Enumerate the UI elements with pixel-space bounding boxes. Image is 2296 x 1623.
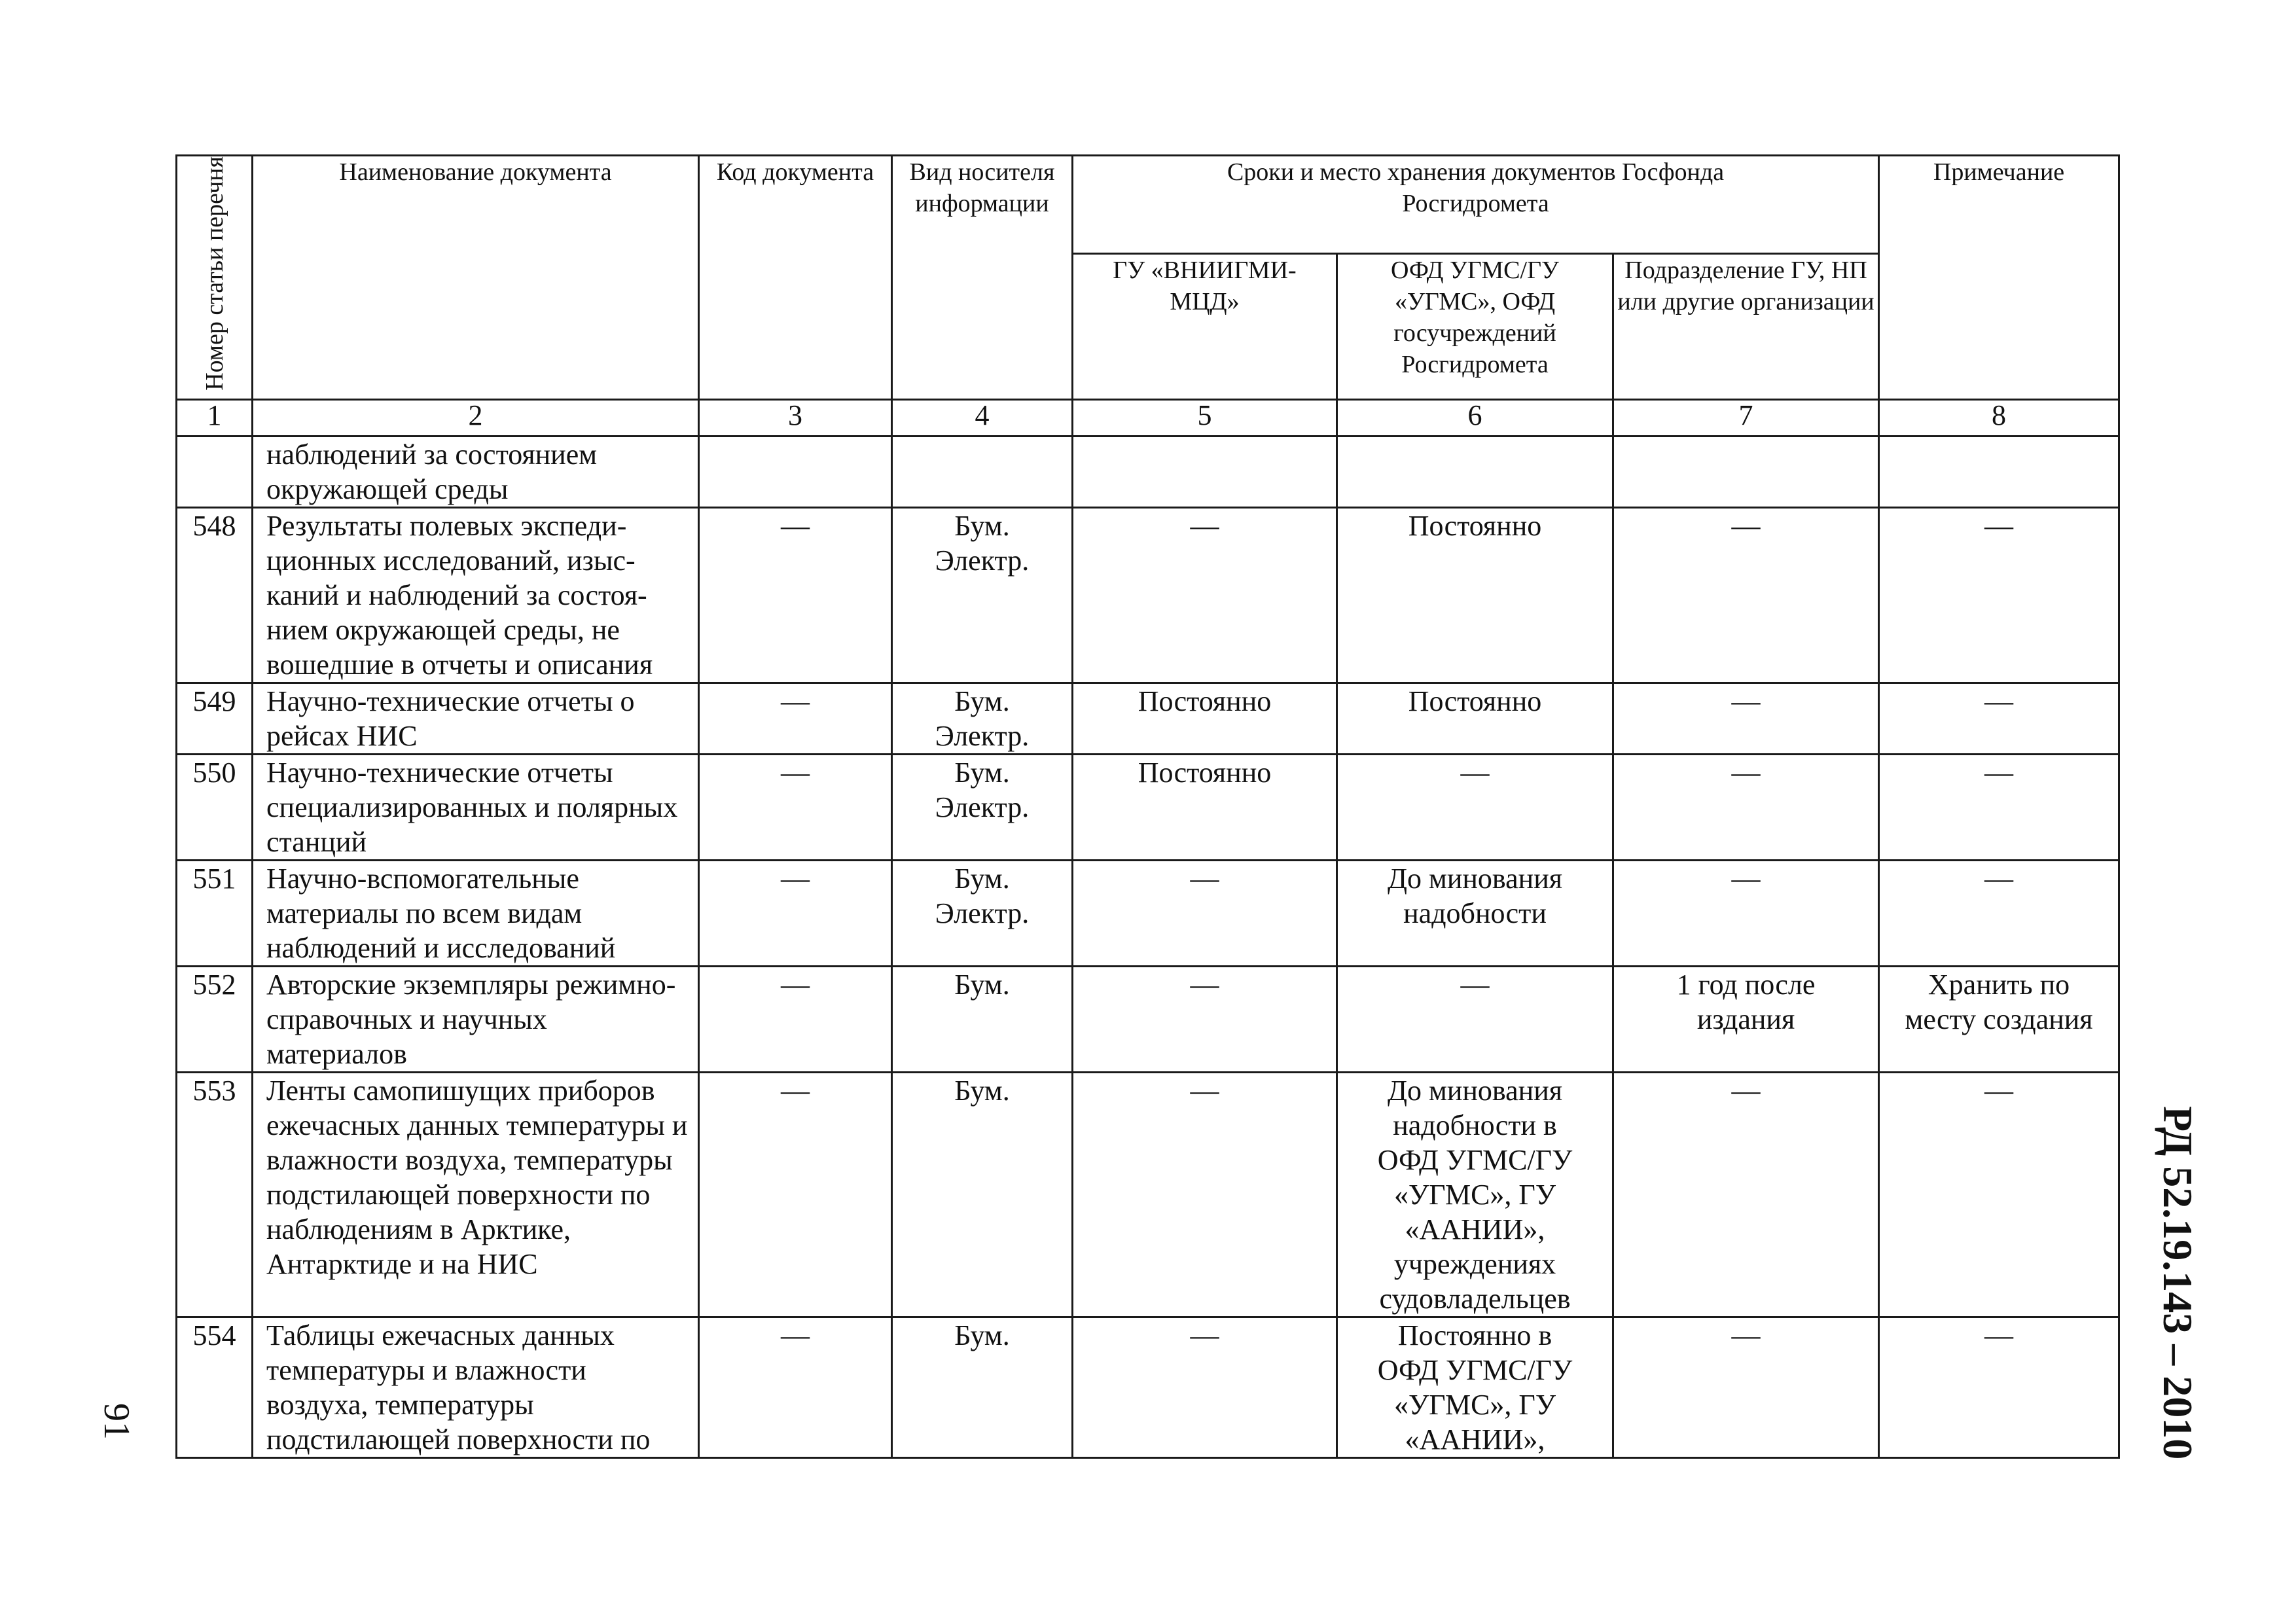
header-vniigmi: ГУ «ВНИИГМИ-МЦД»	[1073, 254, 1337, 400]
col-number: 1	[177, 399, 253, 436]
document-name: Таблицы ежечасных данных температуры и влажности воздуха, температуры подстилающей поверхности по	[253, 1317, 699, 1457]
storage-ofd: До минования надобности в ОФД УГМС/ГУ «УГМС», ГУ «ААНИИ», учреждениях судовладельцев	[1337, 1072, 1613, 1317]
document-name: наблюдений за состоянием окружающей среды	[253, 436, 699, 507]
page-number: 91	[96, 1403, 137, 1440]
col-number: 8	[1879, 399, 2119, 436]
note: —	[1879, 1072, 2119, 1317]
table-row	[177, 966, 2119, 1072]
document-name: Ленты самопишущих приборов ежечасных данных температуры и влажности воздуха, температуры подстилающей поверхности по наблюдениям в Арктике, Антарктиде и на НИС	[253, 1072, 699, 1317]
document-name: Авторские экземпляры режимно-справочных и научных материалов	[253, 966, 699, 1072]
storage-subdivision: —	[1613, 860, 1879, 966]
document-name: Результаты полевых экспеди-ционных исследований, изыс-каний и наблюдений за состоя-нием окружающей среды, не вошедшие в отчеты и описания	[253, 507, 699, 683]
storage-ofd: Постоянно	[1337, 683, 1613, 754]
header-ofd-ugms: ОФД УГМС/ГУ «УГМС», ОФД госучреждений Росгидромета	[1337, 254, 1613, 400]
note: —	[1879, 683, 2119, 754]
header-article-number: Номер статьи перечня	[177, 156, 253, 400]
header-note: Примечание	[1879, 156, 2119, 400]
media-type: Бум.	[892, 1317, 1073, 1457]
storage-ofd	[1337, 436, 1613, 507]
article-number: 554	[177, 1317, 253, 1457]
note: —	[1879, 1317, 2119, 1457]
retention-table	[175, 154, 2120, 1459]
article-number: 548	[177, 507, 253, 683]
note: —	[1879, 754, 2119, 860]
storage-vniigmi: Постоянно	[1073, 754, 1337, 860]
header-media-type: Вид носителя информации	[892, 156, 1073, 400]
storage-subdivision: —	[1613, 1317, 1879, 1457]
table-row	[177, 507, 2119, 683]
note: —	[1879, 860, 2119, 966]
storage-vniigmi: Постоянно	[1073, 683, 1337, 754]
table-row	[177, 683, 2119, 754]
storage-vniigmi: —	[1073, 1317, 1337, 1457]
media-type: Бум. Электр.	[892, 683, 1073, 754]
note: Хранить по месту создания	[1879, 966, 2119, 1072]
article-number: 549	[177, 683, 253, 754]
table-row	[177, 1072, 2119, 1317]
document-code: —	[699, 1072, 892, 1317]
document-code: —	[699, 860, 892, 966]
storage-subdivision: —	[1613, 683, 1879, 754]
media-type	[892, 436, 1073, 507]
document-code: —	[699, 683, 892, 754]
table-row	[177, 436, 2119, 507]
document-code-margin: РД 52.19.143 – 2010	[2155, 1106, 2201, 1460]
storage-ofd: Постоянно	[1337, 507, 1613, 683]
col-number: 7	[1613, 399, 1879, 436]
article-number: 553	[177, 1072, 253, 1317]
media-type: Бум.	[892, 966, 1073, 1072]
header-document-code: Код документа	[699, 156, 892, 400]
media-type: Бум.	[892, 1072, 1073, 1317]
col-number: 6	[1337, 399, 1613, 436]
header-document-name: Наименование документа	[253, 156, 699, 400]
document-name: Научно-технические отчеты специализированных и полярных станций	[253, 754, 699, 860]
storage-ofd: Постоянно в ОФД УГМС/ГУ «УГМС», ГУ «ААНИИ»,	[1337, 1317, 1613, 1457]
storage-vniigmi: —	[1073, 507, 1337, 683]
article-number: 550	[177, 754, 253, 860]
document-code	[699, 436, 892, 507]
col-number: 3	[699, 399, 892, 436]
table-row	[177, 1317, 2119, 1457]
article-number: 552	[177, 966, 253, 1072]
note: —	[1879, 507, 2119, 683]
article-number	[177, 436, 253, 507]
header-subdivision: Подразделение ГУ, НП или другие организации	[1613, 254, 1879, 400]
col-number: 5	[1073, 399, 1337, 436]
media-type: Бум. Электр.	[892, 860, 1073, 966]
document-code: —	[699, 507, 892, 683]
article-number: 551	[177, 860, 253, 966]
document-name: Научно-вспомогательные материалы по всем видам наблюдений и исследований	[253, 860, 699, 966]
storage-ofd: До минования надобности	[1337, 860, 1613, 966]
media-type: Бум. Электр.	[892, 507, 1073, 683]
storage-subdivision: —	[1613, 754, 1879, 860]
storage-vniigmi: —	[1073, 1072, 1337, 1317]
storage-ofd: —	[1337, 966, 1613, 1072]
col-number: 2	[253, 399, 699, 436]
document-code: —	[699, 754, 892, 860]
storage-subdivision	[1613, 436, 1879, 507]
document-code: —	[699, 966, 892, 1072]
note	[1879, 436, 2119, 507]
storage-subdivision: —	[1613, 1072, 1879, 1317]
storage-ofd: —	[1337, 754, 1613, 860]
storage-vniigmi: —	[1073, 860, 1337, 966]
storage-vniigmi	[1073, 436, 1337, 507]
storage-subdivision: 1 год после издания	[1613, 966, 1879, 1072]
storage-subdivision: —	[1613, 507, 1879, 683]
table-row	[177, 754, 2119, 860]
storage-vniigmi: —	[1073, 966, 1337, 1072]
document-name: Научно-технические отчеты о рейсах НИС	[253, 683, 699, 754]
document-code: —	[699, 1317, 892, 1457]
table-row	[177, 860, 2119, 966]
col-number: 4	[892, 399, 1073, 436]
media-type: Бум. Электр.	[892, 754, 1073, 860]
header-storage-group: Сроки и место хранения документов Госфонда Росгидромета	[1073, 156, 1879, 254]
